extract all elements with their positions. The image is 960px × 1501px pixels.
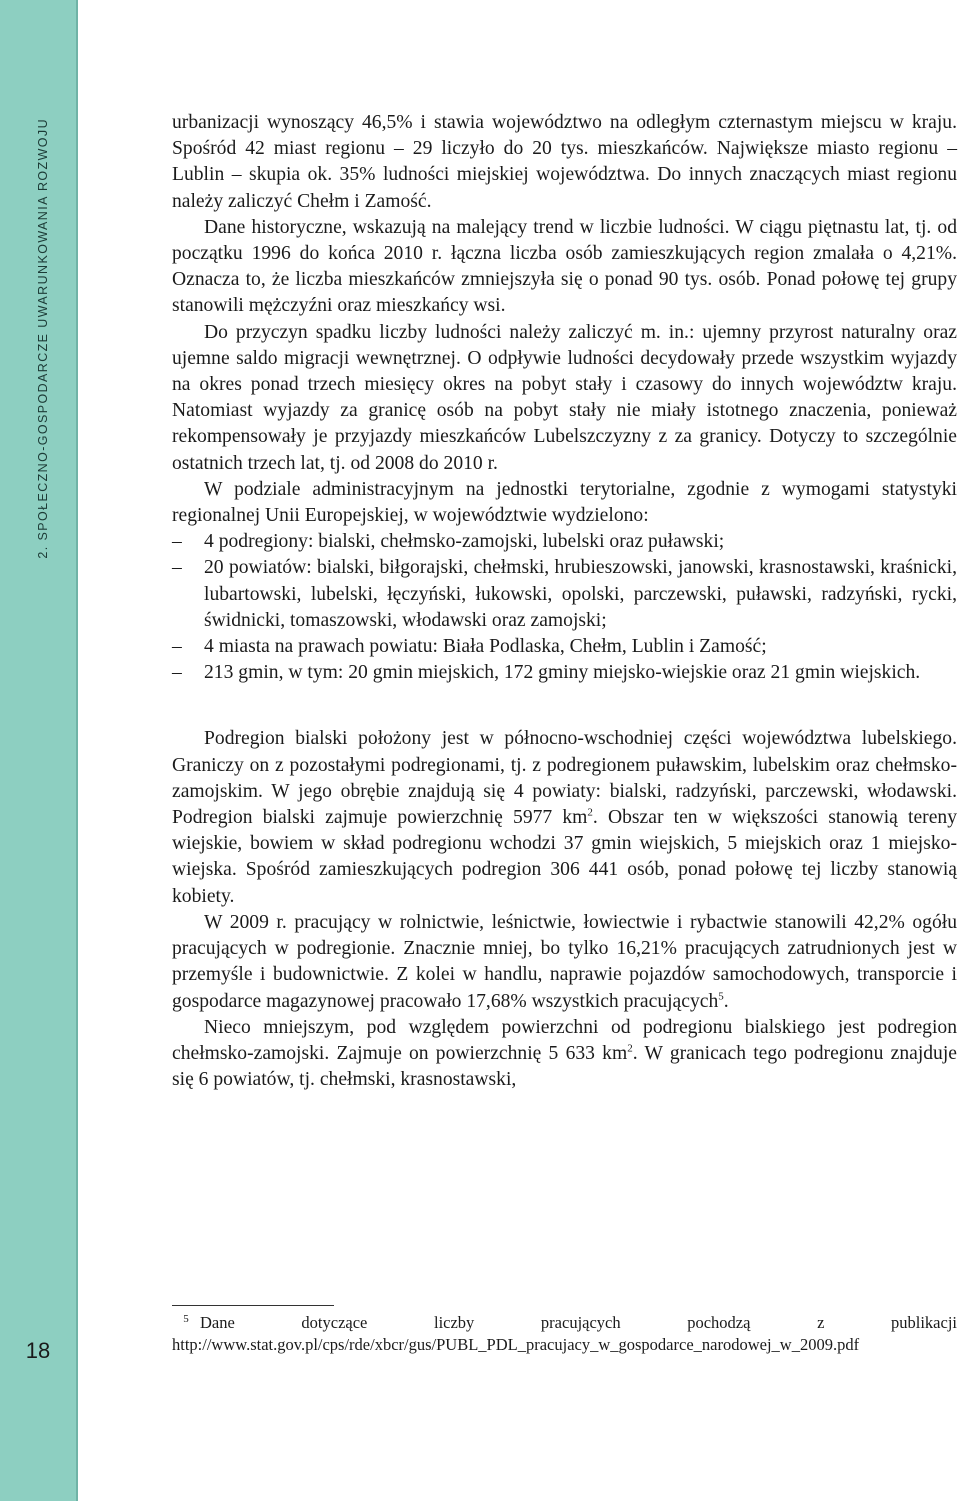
paragraph-6: [172, 910, 957, 1015]
list-item: [172, 634, 957, 660]
p6-text-b: .: [723, 990, 729, 1012]
list-dash: –: [172, 662, 182, 684]
footnote-ref: 5: [718, 989, 724, 1002]
list-item: [172, 660, 957, 686]
main-text: [172, 110, 957, 1093]
chapter-title: 2. SPOŁECZNO-GOSPODARCZE UWARUNKOWANIA ROZWOJU: [36, 118, 50, 559]
list-item: [172, 555, 957, 634]
sidebar-divider: [76, 0, 78, 1501]
p6-text-a: W 2009 r. pracujący w rolnictwie, leśnictwie, łowiectwie i rybactwie stanowili 42,2% ogółu pracujących w podregionie. Znacznie mniej, bo tylko 16,21% pracujących zatrudnionych jest w przemyśle i budownictwie. Z kolei w handlu, naprawie pojazdów samochodowych, transporcie i gospodarce magazynowej pracowało 17,68% wszystkich pracujących: [172, 911, 957, 1012]
superscript-2: 2: [587, 806, 593, 819]
list-item: [172, 529, 957, 555]
paragraph-1: urbanizacji wynoszący 46,5% i stawia województwo na odległym czternastym miejscu w kraju. Spośród 42 miast regionu – 29 liczyło do 20 tys. mieszkańców. Największe miasto regionu – Lublin – skupia ok. 35% ludności miejskiej województwa. Do innych znaczących miast regionu należy zaliczyć Chełm i Zamość.: [172, 112, 957, 212]
paragraph-4: W podziale administracyjnym na jednostki terytorialne, zgodnie z wymogami statystyki regionalnej Unii Europejskiej, w województwie wydzielono:: [172, 478, 957, 527]
footnote-rule: [172, 1305, 334, 1306]
list-dash: –: [172, 557, 182, 579]
list-item-text: 213 gmin, w tym: 20 gmin miejskich, 172 gminy miejsko-wiejskie oraz 21 gmin wiejskich.: [204, 662, 921, 684]
page-number: 18: [25, 1338, 51, 1363]
list-dash: –: [172, 636, 182, 658]
list-dash: –: [172, 531, 182, 553]
p7-text-a: Nieco mniejszym, pod względem powierzchni od podregionu bialskiego jest podregion chełmsko-zamojski. Zajmuje on powierzchnię 5 633 km: [172, 1016, 957, 1064]
paragraph-7: [172, 1015, 957, 1094]
p7-text-b: . W granicach tego podregionu znajduje się 6 powiatów, tj. chełmski, krasnostawski,: [172, 1042, 957, 1091]
superscript-2: 2: [627, 1042, 633, 1055]
paragraph-3: Do przyczyn spadku liczby ludności należy zaliczyć m. in.: ujemny przyrost naturalny oraz ujemne saldo migracji wewnętrznej. O odpływie ludności decydowały przede wszystkim wyjazdy na okres ponad trzech miesięcy okres na pobyt stały i czasowy do innych województw kraju. Natomiast wyjazdy za granicę osób na pobyt stały nie miały istotnego znaczenia, ponieważ rekompensowały je przyjazdy mieszkańców Lubelszczyzny z za granicy. Dotyczy to szczególnie ostatnich trzech lat, tj. od 2008 do 2010 r.: [172, 321, 957, 474]
p5-text-a: Podregion bialski położony jest w północno-wschodniej części województwa lubelskiego. Graniczy on z pozostałymi podregionami, tj. z podregionem puławskim, lubelskim oraz chełmsko-zamojskim. W jego obrębie znajdują się 4 powiaty: bialski, radzyński, parczewski, włodawski. Podregion bialski zajmuje powierzchnię 5977 km: [172, 728, 957, 829]
list-item-text: 4 podregiony: bialski, chełmsko-zamojski, lubelski oraz puławski;: [204, 531, 725, 553]
list-item-text: 20 powiatów: bialski, biłgorajski, chełmski, hrubieszowski, janowski, krasnostawski, kraśnicki, lubartowski, lubelski, łęczyński, łukowski, opolski, parczewski, puławski, radzyński, rycki, świdnicki, tomaszowski, włodawski oraz zamojski;: [204, 557, 957, 631]
paragraph-5: [172, 726, 957, 909]
footnote-text: Dane dotyczące liczby pracujących pochodzą z publikacji http://www.stat.gov.pl/cps/rde/xbcr/gus/PUBL_PDL_pracujacy_w_gospodarce_narodowej_w_2009.pdf: [172, 1313, 957, 1354]
footnote: 5 Dane dotyczące liczby pracujących pochodzą z publikacji http://www.stat.gov.pl/cps/rde/xbcr/gus/PUBL_PDL_pracujacy_w_gospodarce_narodowej_w_2009.pdf: [172, 1312, 957, 1354]
list-item-text: 4 miasta na prawach powiatu: Biała Podlaska, Chełm, Lublin i Zamość;: [204, 636, 767, 658]
p5-text-b: . Obszar ten w większości stanowią tereny wiejskie, bowiem w skład podregionu wchodzi 37 gmin wiejskich, 5 miejskich oraz 1 miejsko-wiejska. Spośród zamieszkujących podregion 306 441 osób, ponad połowę tej liczby stanowią kobiety.: [172, 807, 957, 907]
division-list: [172, 529, 957, 686]
paragraph-2: Dane historyczne, wskazują na malejący trend w liczbie ludności. W ciągu piętnastu lat, tj. od początku 1996 do końca 2010 r. łączna liczba osób zamieszkujących region zmalała o 4,21%. Oznacza to, że liczba mieszkańców zmniejszyła się o ponad 90 tys. osób. Ponad połowę tej grupy stanowili mężczyźni oraz mieszkańcy wsi.: [172, 216, 957, 317]
